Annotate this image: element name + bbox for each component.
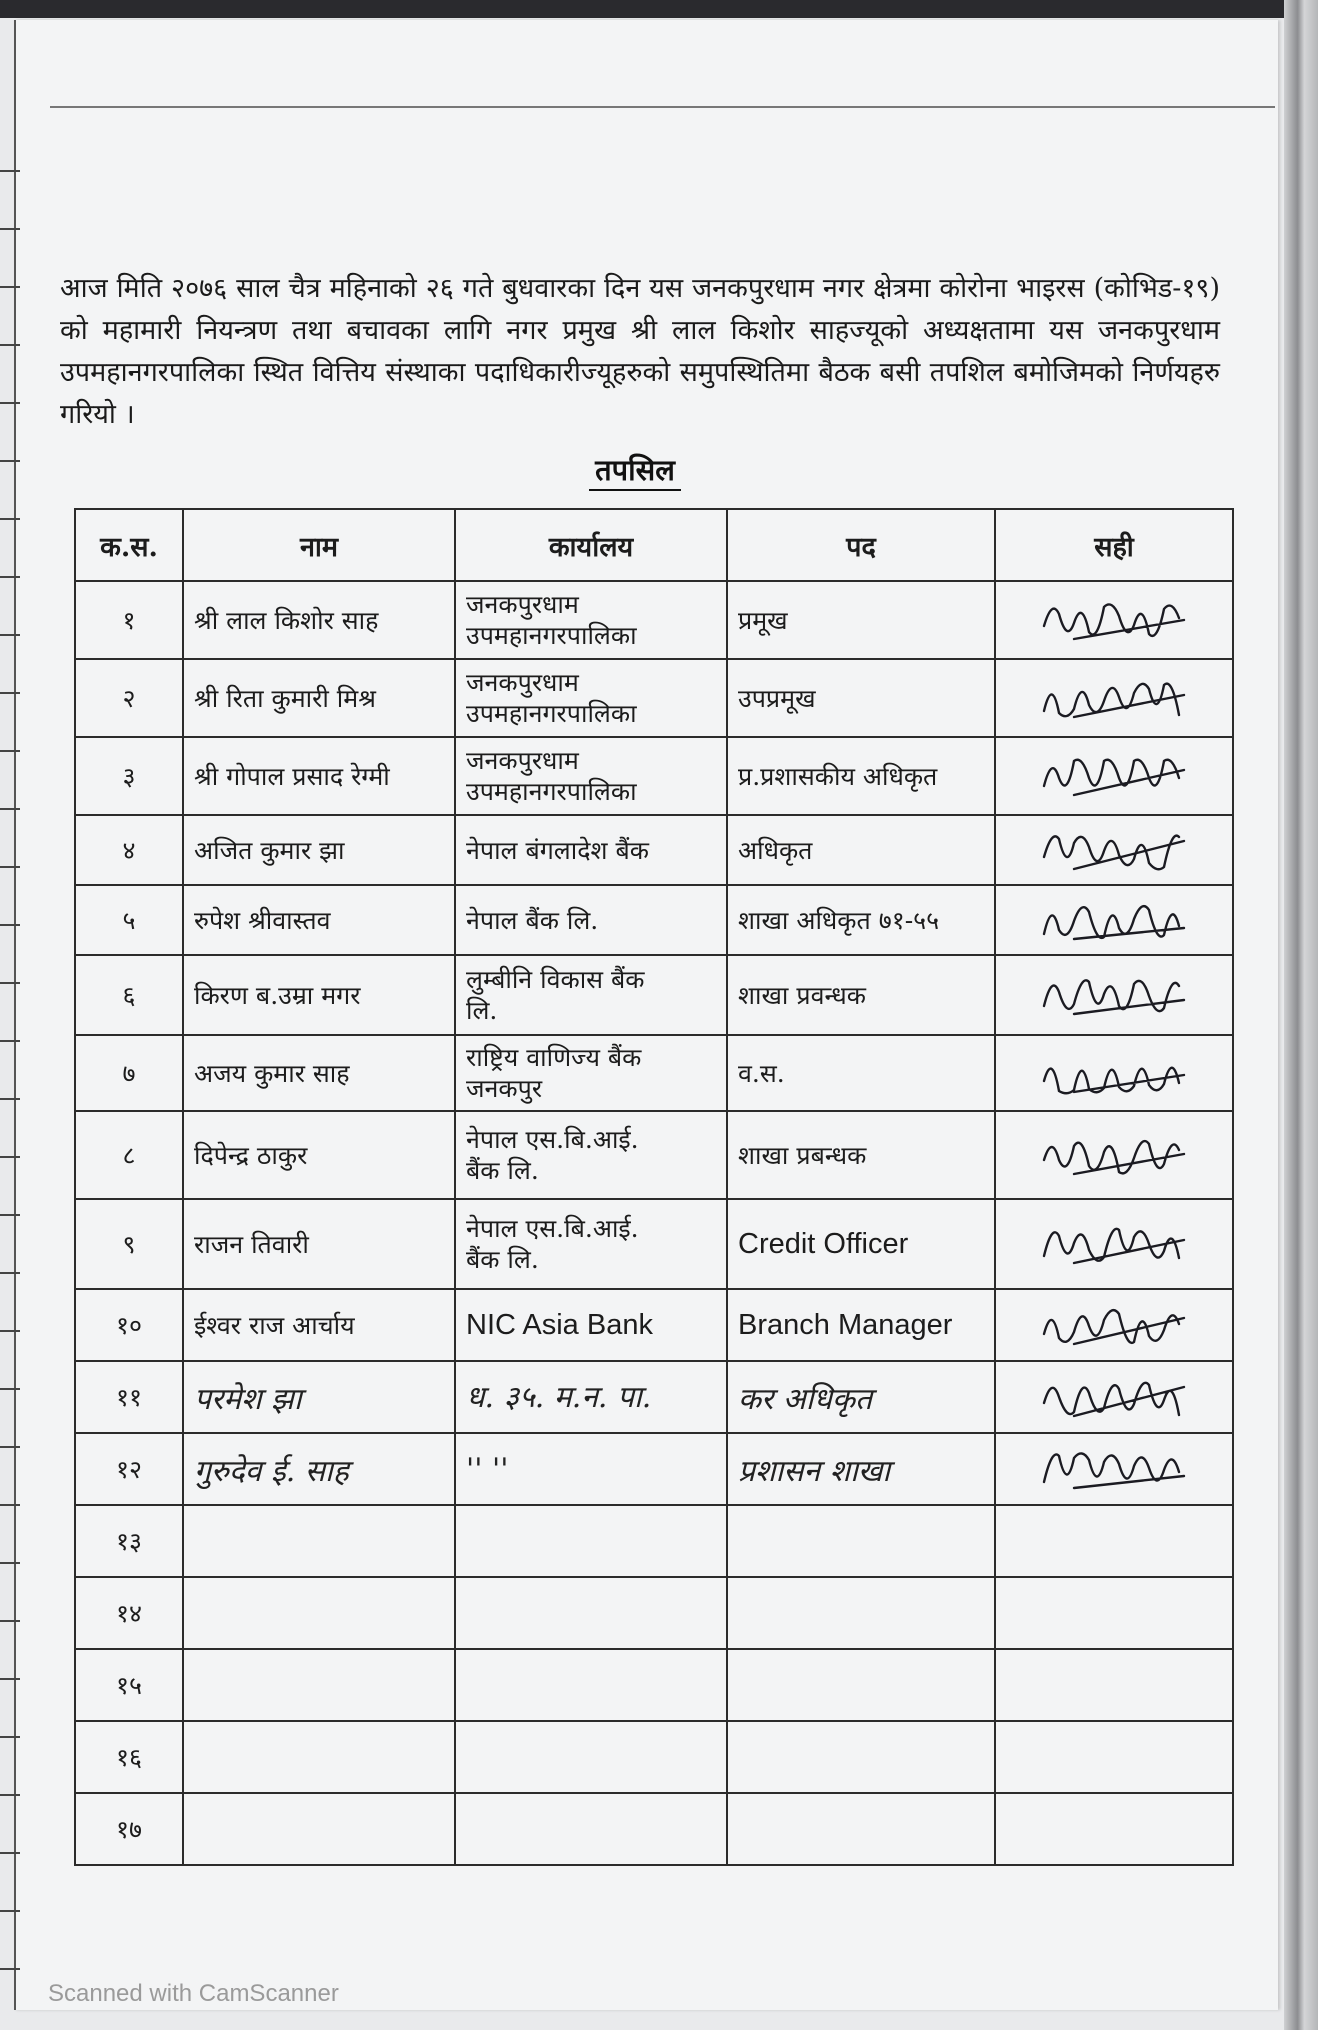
row-office-line: उपमहानगरपालिका xyxy=(466,699,637,728)
row-post xyxy=(727,1505,995,1577)
binding-mark xyxy=(0,576,20,578)
table-row xyxy=(75,955,1233,1035)
row-office-line: लि. xyxy=(466,996,498,1025)
row-post: शाखा प्रबन्धक xyxy=(727,1111,995,1199)
row-serial: ३ xyxy=(75,737,183,815)
row-office-line: '' '' xyxy=(466,1451,509,1487)
row-post: Branch Manager xyxy=(727,1289,995,1361)
row-signature xyxy=(995,1721,1233,1793)
row-office-line: नेपाल एस.बि.आई. xyxy=(466,1214,639,1243)
binding-mark xyxy=(0,924,20,926)
binding-mark xyxy=(0,750,20,752)
row-name: दिपेन्द्र ठाकुर xyxy=(183,1111,455,1199)
binder-edge xyxy=(1284,0,1318,2030)
binding-mark xyxy=(0,1794,20,1796)
binding-mark xyxy=(0,286,20,288)
col-header-post: पद xyxy=(727,509,995,581)
row-post: Credit Officer xyxy=(727,1199,995,1289)
binding-mark xyxy=(0,228,20,230)
row-serial: १३ xyxy=(75,1505,183,1577)
row-office-line: जनकपुरधाम xyxy=(466,590,579,619)
row-signature xyxy=(995,1433,1233,1505)
table-row xyxy=(75,659,1233,737)
table-row xyxy=(75,581,1233,659)
row-post xyxy=(727,1577,995,1649)
row-signature xyxy=(995,659,1233,737)
row-serial: १६ xyxy=(75,1721,183,1793)
section-heading: तपसिल xyxy=(0,450,1270,489)
row-office-line: लुम्बीनि विकास बैंक xyxy=(466,965,645,994)
row-office-line: नेपाल बंगलादेश बैंक xyxy=(466,835,649,865)
row-office xyxy=(455,659,727,737)
table-row xyxy=(75,1035,1233,1111)
row-post xyxy=(727,1721,995,1793)
row-office-line: बैंक लि. xyxy=(466,1156,539,1185)
row-office xyxy=(455,1035,727,1111)
table-row xyxy=(75,1111,1233,1199)
signature-image xyxy=(1034,1044,1194,1102)
row-office xyxy=(455,1505,727,1577)
row-office xyxy=(455,1577,727,1649)
row-serial: ९ xyxy=(75,1199,183,1289)
row-office xyxy=(455,1111,727,1199)
binding-mark xyxy=(0,866,20,868)
binding-mark xyxy=(0,1388,20,1390)
col-header-signature: सही xyxy=(995,509,1233,581)
row-name xyxy=(183,1721,455,1793)
signature-image xyxy=(1034,891,1194,949)
signature-image xyxy=(1034,821,1194,879)
row-serial: १४ xyxy=(75,1577,183,1649)
signature-image xyxy=(1034,1368,1194,1426)
row-office-line: उपमहानगरपालिका xyxy=(466,777,637,806)
table-row xyxy=(75,1433,1233,1505)
row-serial: ६ xyxy=(75,955,183,1035)
row-office xyxy=(455,1361,727,1433)
signature-image xyxy=(1034,1440,1194,1498)
row-office-line: नेपाल एस.बि.आई. xyxy=(466,1125,639,1154)
intro-paragraph: आज मिति २०७६ साल चैत्र महिनाको २६ गते बुधवारका दिन यस जनकपुरधाम नगर क्षेत्रमा कोरोना भाइरस (कोभिड-१९) को महामारी नियन्त्रण तथा बचावका लागि नगर प्रमुख श्री लाल किशोर साहज्यूको अध्यक्षतामा यस जनकपुरधाम उपमहानगरपालिका स्थित वित्तिय संस्थाका पदाधिकारीज्यूहरुको समुपस्थितिमा बैठक बसी तपशिल बमोजिमको निर्णयहरु गरियो । xyxy=(60,273,1220,430)
binding-mark xyxy=(0,170,20,172)
row-signature xyxy=(995,1361,1233,1433)
row-post: शाखा अधिकृत ७१-५५ xyxy=(727,885,995,955)
binding-mark xyxy=(0,1504,20,1506)
binding-mark xyxy=(0,1156,20,1158)
table-row xyxy=(75,1577,1233,1649)
row-serial: १० xyxy=(75,1289,183,1361)
binding-mark xyxy=(0,808,20,810)
row-office-line: राष्ट्रिय वाणिज्य बैंक xyxy=(466,1043,642,1072)
table-row xyxy=(75,1361,1233,1433)
row-office xyxy=(455,1289,727,1361)
row-name xyxy=(183,1793,455,1865)
row-signature xyxy=(995,1649,1233,1721)
row-signature xyxy=(995,1035,1233,1111)
binding-mark xyxy=(0,344,20,346)
row-serial: १ xyxy=(75,581,183,659)
row-post: व.स. xyxy=(727,1035,995,1111)
row-signature xyxy=(995,1111,1233,1199)
row-name: अजित कुमार झा xyxy=(183,815,455,885)
table-row xyxy=(75,737,1233,815)
col-header-office: कार्यालय xyxy=(455,509,727,581)
row-name: अजय कुमार साह xyxy=(183,1035,455,1111)
row-office xyxy=(455,885,727,955)
table-header-row xyxy=(75,509,1233,581)
binding-mark xyxy=(0,1968,20,1970)
row-signature xyxy=(995,581,1233,659)
row-office xyxy=(455,1433,727,1505)
table-row xyxy=(75,1649,1233,1721)
row-name xyxy=(183,1577,455,1649)
row-post xyxy=(727,1793,995,1865)
binding-mark xyxy=(0,1098,20,1100)
row-post: उपप्रमूख xyxy=(727,659,995,737)
binding-mark xyxy=(0,1562,20,1564)
row-post: प्रमूख xyxy=(727,581,995,659)
binding-mark xyxy=(0,1736,20,1738)
binding-mark xyxy=(0,1330,20,1332)
row-signature xyxy=(995,1577,1233,1649)
binding-mark xyxy=(0,1620,20,1622)
row-name xyxy=(183,1505,455,1577)
table-row xyxy=(75,1505,1233,1577)
row-serial: १५ xyxy=(75,1649,183,1721)
row-post: प्र.प्रशासकीय अधिकृत xyxy=(727,737,995,815)
row-signature xyxy=(995,1505,1233,1577)
row-name: रुपेश श्रीवास्तव xyxy=(183,885,455,955)
row-office xyxy=(455,1721,727,1793)
row-serial: १२ xyxy=(75,1433,183,1505)
binding-mark xyxy=(0,692,20,694)
row-office xyxy=(455,955,727,1035)
header-rule xyxy=(50,106,1275,108)
row-serial: ११ xyxy=(75,1361,183,1433)
row-serial: ५ xyxy=(75,885,183,955)
row-office xyxy=(455,1793,727,1865)
row-name: ईश्वर राज आर्चाय xyxy=(183,1289,455,1361)
signature-image xyxy=(1034,1126,1194,1184)
row-signature xyxy=(995,1793,1233,1865)
row-serial: २ xyxy=(75,659,183,737)
row-signature xyxy=(995,955,1233,1035)
binding-mark xyxy=(0,1446,20,1448)
scanner-watermark: Scanned with CamScanner xyxy=(48,1980,339,2007)
signature-image xyxy=(1034,966,1194,1024)
row-name: परमेश झा xyxy=(183,1361,455,1433)
row-post: शाखा प्रवन्धक xyxy=(727,955,995,1035)
table-row xyxy=(75,1199,1233,1289)
signature-image xyxy=(1034,1215,1194,1273)
row-post: प्रशासन शाखा xyxy=(727,1433,995,1505)
signature-image xyxy=(1034,1296,1194,1354)
row-name: किरण ब.उम्रा मगर xyxy=(183,955,455,1035)
row-office xyxy=(455,581,727,659)
scan-top-edge xyxy=(0,0,1318,18)
binding-mark xyxy=(0,1040,20,1042)
row-office-line: बैंक लि. xyxy=(466,1245,539,1274)
signature-image xyxy=(1034,669,1194,727)
row-name xyxy=(183,1649,455,1721)
row-office-line: नेपाल बैंक लि. xyxy=(466,905,599,935)
row-post: अधिकृत xyxy=(727,815,995,885)
row-office xyxy=(455,1199,727,1289)
row-signature xyxy=(995,1199,1233,1289)
binding-mark xyxy=(0,1214,20,1216)
row-office-line: जनकपुर xyxy=(466,1074,543,1103)
table-row xyxy=(75,1793,1233,1865)
col-header-name: नाम xyxy=(183,509,455,581)
binding-mark xyxy=(0,518,20,520)
row-post: कर अधिकृत xyxy=(727,1361,995,1433)
binding-mark xyxy=(0,1852,20,1854)
row-name: श्री गोपाल प्रसाद रेग्मी xyxy=(183,737,455,815)
table-body xyxy=(75,581,1233,1865)
binding-mark xyxy=(0,982,20,984)
row-office xyxy=(455,815,727,885)
col-header-sn: क.स. xyxy=(75,509,183,581)
row-office xyxy=(455,737,727,815)
row-office-line: NIC Asia Bank xyxy=(466,1308,653,1341)
binding-mark xyxy=(0,1272,20,1274)
attendance-table xyxy=(74,508,1234,1866)
row-signature xyxy=(995,737,1233,815)
table-row xyxy=(75,1289,1233,1361)
table-row xyxy=(75,885,1233,955)
row-office-line: ध. ३५. म.न. पा. xyxy=(466,1379,652,1415)
binding-mark xyxy=(0,1910,20,1912)
row-serial: ८ xyxy=(75,1111,183,1199)
table-row xyxy=(75,1721,1233,1793)
row-serial: १७ xyxy=(75,1793,183,1865)
row-office-line: उपमहानगरपालिका xyxy=(466,621,637,650)
row-serial: ४ xyxy=(75,815,183,885)
row-serial: ७ xyxy=(75,1035,183,1111)
binding-mark xyxy=(0,1678,20,1680)
binding-mark xyxy=(0,634,20,636)
row-name: राजन तिवारी xyxy=(183,1199,455,1289)
signature-image xyxy=(1034,591,1194,649)
row-office-line: जनकपुरधाम xyxy=(466,668,579,697)
row-office-line: जनकपुरधाम xyxy=(466,746,579,775)
row-signature xyxy=(995,885,1233,955)
signature-image xyxy=(1034,747,1194,805)
table-row xyxy=(75,815,1233,885)
row-name: श्री लाल किशोर साह xyxy=(183,581,455,659)
row-name: गुरुदेव ई. साह xyxy=(183,1433,455,1505)
row-signature xyxy=(995,1289,1233,1361)
row-name: श्री रिता कुमारी मिश्र xyxy=(183,659,455,737)
row-office xyxy=(455,1649,727,1721)
binding-mark xyxy=(0,402,20,404)
row-signature xyxy=(995,815,1233,885)
row-post xyxy=(727,1649,995,1721)
